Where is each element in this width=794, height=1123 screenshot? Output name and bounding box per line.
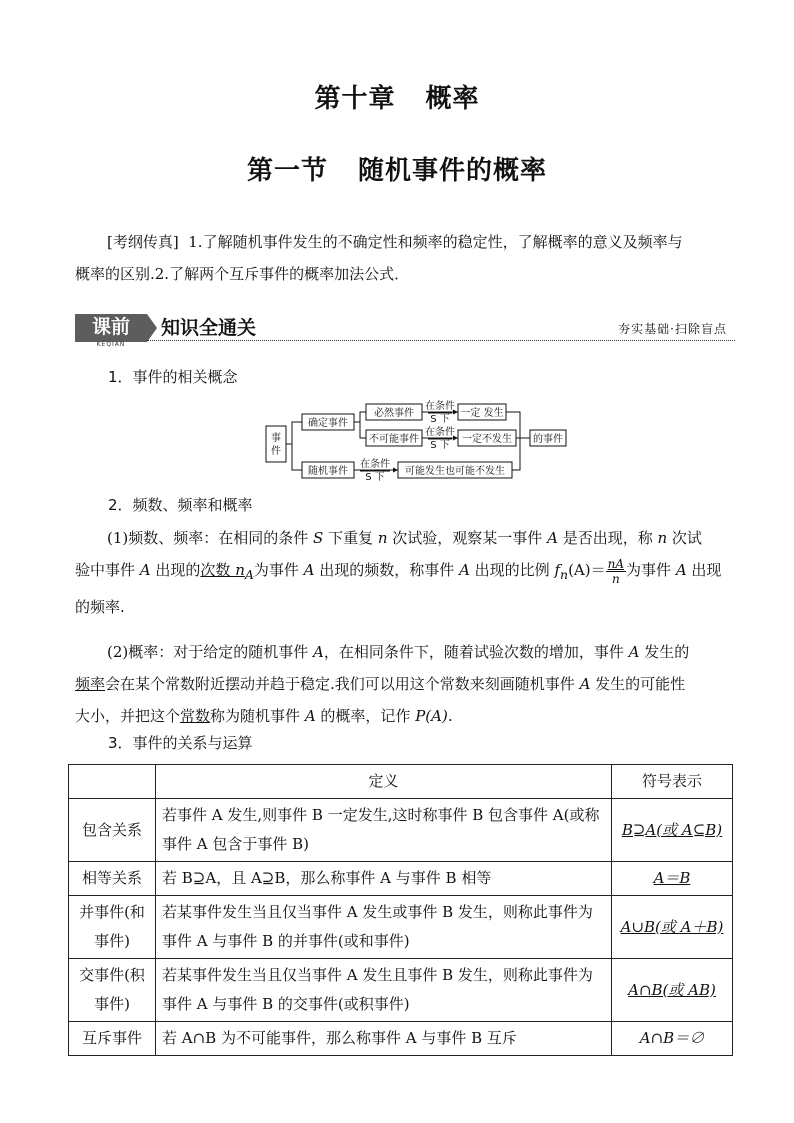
row-definition: 若 A∩B 为不可能事件，那么称事件 A 与事件 B 互斥: [156, 1022, 612, 1056]
para2-line-2: [75, 668, 735, 700]
chapter-number: 第十章: [314, 84, 396, 114]
row-symbol: A∩B＝∅: [612, 1022, 733, 1056]
para1-text-b: 下重复: [323, 529, 378, 547]
heading-frequency-probability: 2．频数、频率和概率: [108, 496, 253, 514]
row-name: 包含关系: [69, 799, 156, 862]
var-A: A: [313, 643, 324, 661]
row-name: 相等关系: [69, 862, 156, 896]
var-A: A: [303, 561, 315, 579]
fraction-numerator: nA: [607, 556, 625, 571]
para1-text-d: 是否出现，称: [557, 529, 658, 547]
para1-text-i: 出现的频数，称事件: [314, 561, 460, 579]
header-symbol: 符号表示: [612, 765, 733, 799]
para1-text-a: (1)频数、频率：在相同的条件: [107, 529, 314, 547]
var-n: n: [377, 529, 388, 547]
row-name: 互斥事件: [69, 1022, 156, 1056]
syllabus-outline: [75, 226, 735, 290]
paragraph-probability: [75, 636, 735, 732]
para1-fn-arg: (A)＝: [568, 561, 606, 579]
para2-text-b: ，在相同条件下，随着试验次数的增加，事件: [323, 643, 629, 661]
para1-line-2: [75, 554, 735, 591]
para2-line-3: [75, 700, 735, 732]
table-row: [69, 862, 733, 896]
para1-text-h: 为事件: [253, 561, 304, 579]
banner-title: 知识全通关: [161, 317, 257, 339]
condition-top-2: 在条件: [425, 427, 455, 438]
var-A: A: [139, 561, 151, 579]
var-n-sub: n: [560, 567, 569, 582]
table-header-row: [69, 765, 733, 799]
maybe-label: 可能发生也可能不发生: [405, 466, 505, 477]
frequency-term: 频率: [75, 675, 106, 693]
sure-event-label: 必然事件: [374, 408, 414, 419]
row-name: 交事件(积事件): [69, 959, 156, 1022]
count-word: 次数: [200, 561, 236, 579]
heading-event-relations: 3．事件的关系与运算: [108, 734, 253, 752]
diagram-root-char-2: 件: [271, 446, 281, 457]
banner-tag: 课前: [75, 314, 147, 342]
impossible-event-label: 不可能事件: [369, 434, 419, 445]
para1-line-3: 的频率.: [75, 598, 125, 616]
chapter-name: 概率: [425, 84, 480, 114]
header-blank: [69, 765, 156, 799]
table-row: [69, 959, 733, 1022]
row-name: 并事件(和事件): [69, 896, 156, 959]
row-symbol: A∪B(或 A＋B): [612, 896, 733, 959]
diagram-svg: [262, 398, 572, 486]
table-row: [69, 799, 733, 862]
table-row: [69, 896, 733, 959]
condition-bottom-3: S 下: [365, 472, 385, 483]
var-A-sub: A: [244, 567, 254, 582]
var-n: n: [235, 561, 245, 579]
var-S: S: [313, 529, 324, 547]
row-definition: 若某事件发生当且仅当事件 A 发生且事件 B 发生，则称此事件为事件 A 与事件 B 的交事件(或积事件): [156, 959, 612, 1022]
banner-pinyin: KEQIAN: [96, 341, 126, 348]
banner-notch: [147, 314, 157, 342]
outline-text-1: 1.了解随机事件发生的不确定性和频率的稳定性，了解概率的意义及频率与: [188, 233, 683, 251]
condition-top-3: 在条件: [360, 459, 390, 470]
para1-text-j: 出现的比例: [469, 561, 555, 579]
constant-term: 常数: [180, 707, 211, 725]
para2-text-g: 称为随机事件: [210, 707, 305, 725]
para2-text-d: 会在某个常数附近摆动并趋于稳定.我们可以用这个常数来刻画随机事件: [105, 675, 580, 693]
var-A: A: [459, 561, 470, 579]
section-title: [0, 150, 794, 187]
var-A: A: [579, 675, 591, 693]
outline-line-2: 概率的区别.2.了解两个互斥事件的概率加法公式．: [75, 265, 410, 283]
para2-text-e: 发生的可能性: [590, 675, 686, 693]
heading-event-concepts: 1．事件的相关概念: [108, 368, 238, 386]
header-definition: 定义: [156, 765, 612, 799]
row-definition: 若 B⊇A，且 A⊇B，那么称事件 A 与事件 B 相等: [156, 862, 612, 896]
must-not-label: 一定不发生: [462, 434, 512, 445]
row-symbol: A＝B: [612, 862, 733, 896]
must-happen-label: 一定 发生: [460, 408, 504, 419]
var-f: f: [554, 561, 561, 579]
probability-notation: P(A): [415, 707, 448, 725]
row-definition: 若事件 A 发生,则事件 B 一定发生,这时称事件 B 包含事件 A(或称事件 A 包含于事件 B): [156, 799, 612, 862]
diagram-root-char-1: 事: [271, 433, 281, 444]
var-A: A: [675, 561, 687, 579]
outline-bracket: [考纲传真]: [107, 233, 179, 251]
row-definition: 若某事件发生当且仅当事件 A 发生或事件 B 发生，则称此事件为事件 A 与事件 B 的并事件(或和事件): [156, 896, 612, 959]
var-A: A: [547, 529, 558, 547]
para2-text-f: 大小，并把这个: [75, 707, 181, 725]
event-concept-diagram: [262, 398, 572, 486]
paragraph-frequency: [75, 522, 735, 623]
para1-text-e: 次试: [667, 529, 702, 547]
condition-bottom-1: S 下: [430, 414, 450, 425]
para2-line-1: [75, 636, 735, 668]
para1-text-g: 出现的: [150, 561, 201, 579]
section-name: 随机事件的概率: [358, 156, 548, 186]
random-event-label: 随机事件: [308, 466, 348, 477]
count-term: [200, 561, 254, 582]
condition-bottom-2: S 下: [430, 440, 450, 451]
para2-text-c: 发生的: [639, 643, 690, 661]
table-row: [69, 1022, 733, 1056]
event-suffix-label: 的事件: [533, 434, 563, 445]
fraction-denominator: n: [611, 571, 620, 586]
row-symbol: B⊇A(或 A⊆B): [612, 799, 733, 862]
banner-slogan: 夯实基础·扫除盲点: [618, 322, 727, 336]
para2-text-a: (2)概率：对于给定的随机事件: [107, 643, 314, 661]
var-A: A: [304, 707, 316, 725]
var-A: A: [628, 643, 640, 661]
var-n: n: [657, 529, 668, 547]
outline-line-1: [75, 226, 735, 258]
condition-top-1: 在条件: [425, 401, 455, 412]
para1-text-c: 次试验，观察某一事件: [387, 529, 548, 547]
event-relations-table: [68, 764, 733, 1056]
row-symbol: A∩B(或 AB): [612, 959, 733, 1022]
section-banner: [75, 314, 735, 348]
para2-text-i: .: [447, 707, 453, 725]
para1-text-f: 验中事件: [75, 561, 140, 579]
para2-text-h: 的概率，记作: [315, 707, 416, 725]
chapter-title: [0, 78, 794, 115]
banner-rule: [147, 340, 735, 341]
certain-event-label: 确定事件: [308, 418, 348, 429]
para1-text-l: 出现: [686, 561, 722, 579]
section-number: 第一节: [246, 156, 328, 186]
frequency-fraction: [606, 557, 626, 586]
para1-line-1: [75, 522, 735, 554]
para1-text-k: 为事件: [626, 561, 676, 579]
